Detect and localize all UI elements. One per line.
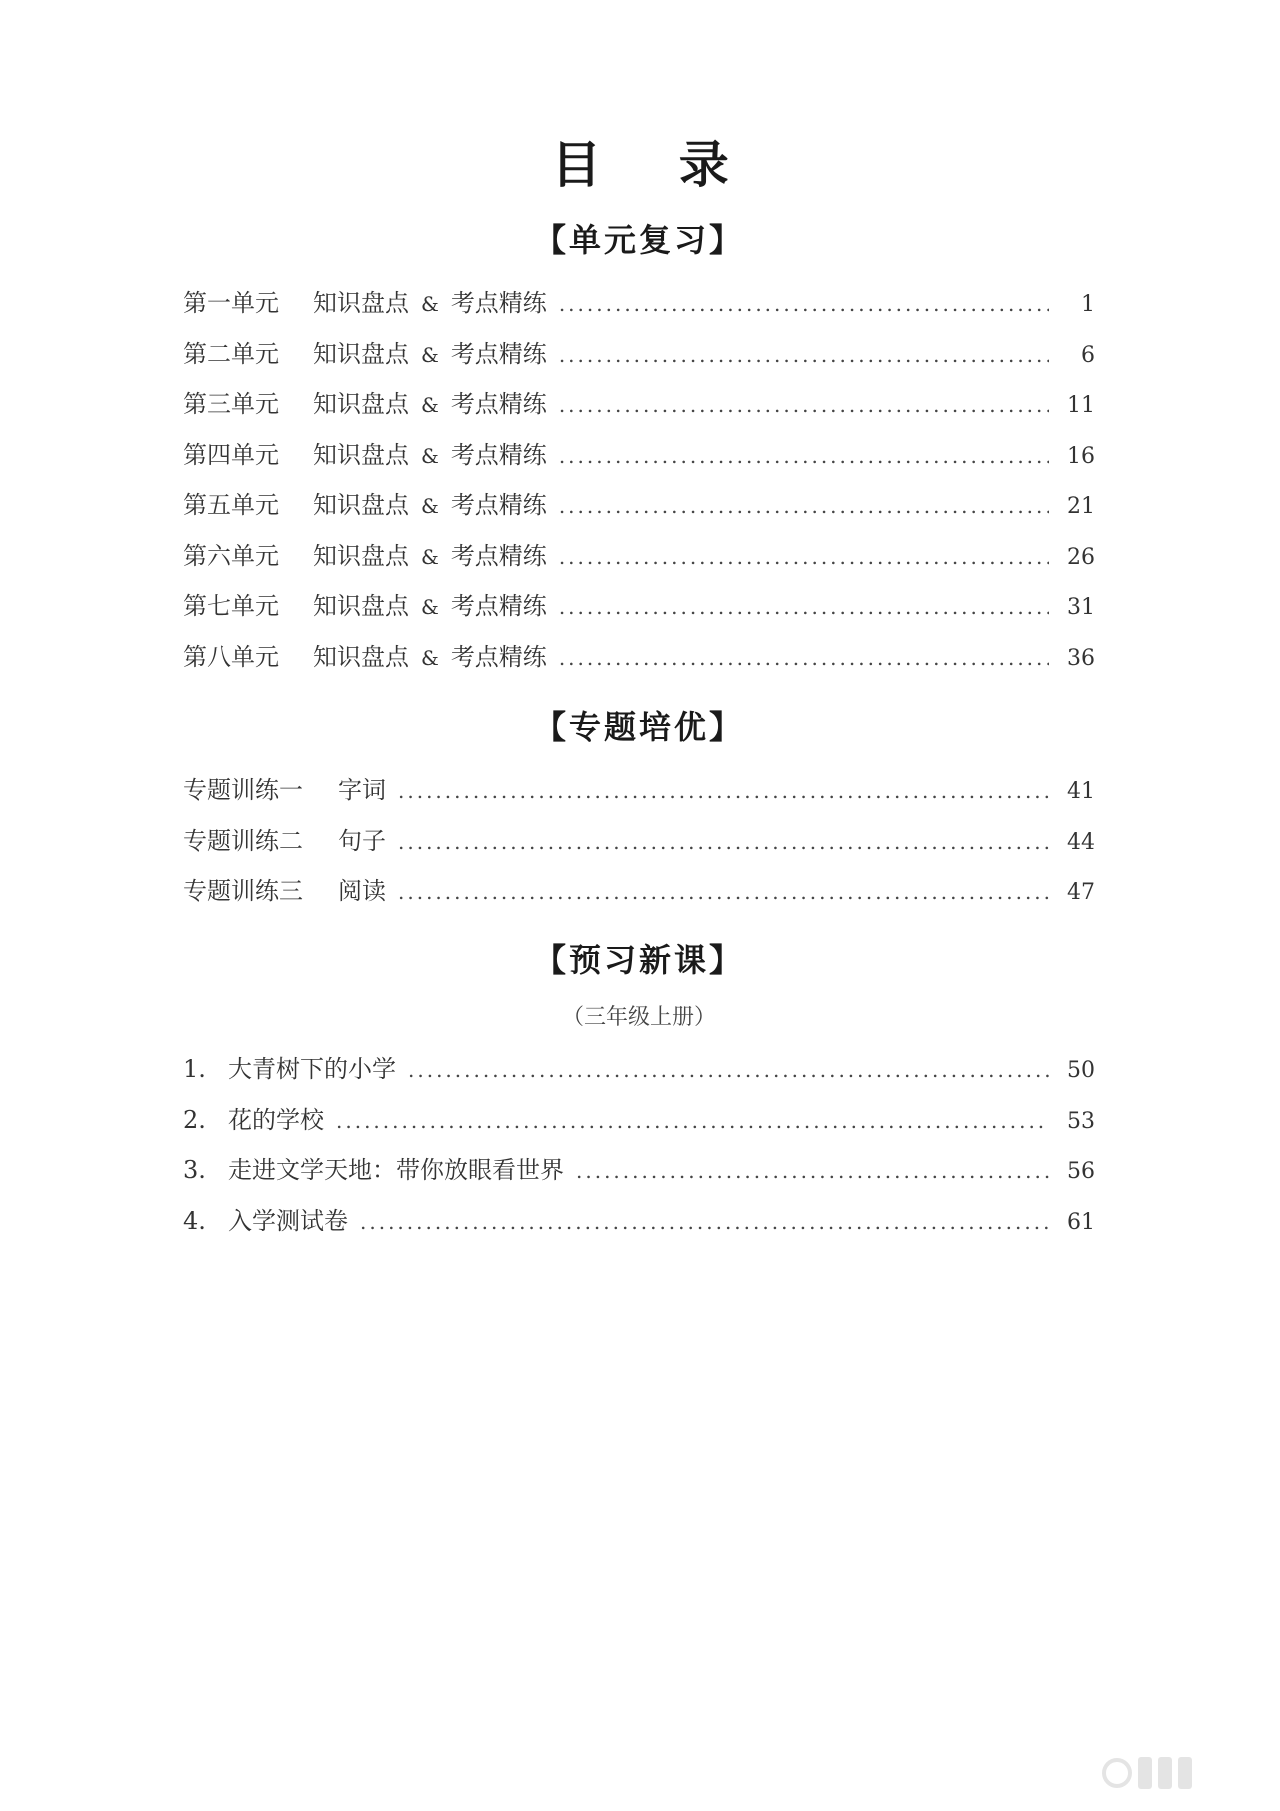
- toc-page-number: 11: [1067, 393, 1095, 418]
- toc-page-number: 50: [1067, 1058, 1095, 1083]
- dot-leader: [559, 380, 1049, 431]
- toc-page-number: 1: [1081, 292, 1095, 317]
- toc-subtopic: 考点精练: [450, 541, 547, 570]
- toc-unit-label: 第三单元: [183, 390, 279, 418]
- toc-entry-unit-4[interactable]: [183, 430, 1095, 481]
- toc-unit-label: 第八单元: [183, 642, 279, 671]
- toc-page-number: 44: [1067, 829, 1095, 855]
- toc-item-number: 1.: [183, 1055, 206, 1083]
- toc-entry-unit-3[interactable]: [183, 379, 1095, 430]
- dot-leader: [559, 532, 1049, 583]
- toc-page-number: 61: [1067, 1209, 1095, 1235]
- toc-entry-unit-7[interactable]: [183, 581, 1095, 632]
- toc-entry-lesson-1[interactable]: [183, 1044, 1095, 1095]
- toc-unit-label: 第一单元: [183, 289, 279, 317]
- toc-entry-training-1[interactable]: [183, 765, 1095, 816]
- toc-topic: 知识盘点: [313, 390, 409, 418]
- toc-page-number: 31: [1067, 595, 1095, 620]
- toc-topic: 知识盘点: [313, 491, 409, 519]
- toc-entry-training-3[interactable]: [183, 866, 1095, 917]
- dot-leader: [408, 1045, 1049, 1096]
- dot-leader: [336, 1096, 1049, 1147]
- toc-entry-unit-2[interactable]: [183, 329, 1095, 380]
- toc-item-number: 2.: [183, 1105, 206, 1134]
- dot-leader: [398, 766, 1049, 817]
- toc-topic: 知识盘点: [313, 642, 409, 671]
- dot-leader: [398, 817, 1049, 868]
- toc-ampersand: &: [421, 342, 439, 367]
- toc-entry-unit-8[interactable]: [183, 632, 1095, 683]
- watermark-ring-icon: [1102, 1758, 1132, 1788]
- section-header-unit-review: 【单元复习】: [533, 221, 744, 259]
- watermark-bar-icon: [1158, 1757, 1172, 1789]
- toc-ampersand: &: [421, 645, 439, 670]
- toc-unit-label: 第四单元: [183, 440, 279, 469]
- toc-topic: 知识盘点: [313, 289, 409, 317]
- toc-title: 字词: [338, 776, 386, 804]
- toc-entry-unit-1[interactable]: [183, 278, 1095, 329]
- toc-training-label: 专题训练一: [183, 776, 303, 804]
- toc-ampersand: &: [421, 544, 439, 569]
- toc-page-number: 16: [1067, 443, 1095, 469]
- toc-entry-lesson-3[interactable]: [183, 1145, 1095, 1196]
- toc-entry-training-2[interactable]: [183, 816, 1095, 867]
- dot-leader: [576, 1146, 1049, 1197]
- watermark-bar-icon: [1138, 1757, 1152, 1789]
- toc-title: 大青树下的小学: [228, 1055, 396, 1083]
- toc-entry-lesson-2[interactable]: [183, 1095, 1095, 1146]
- dot-leader: [559, 633, 1049, 684]
- toc-training-label: 专题训练二: [183, 826, 303, 855]
- special-training-section: [183, 697, 1095, 917]
- section-header-preview: 【预习新课】: [533, 941, 744, 979]
- toc-subtopic: 考点精练: [450, 339, 547, 368]
- page-title: 目 录: [551, 136, 759, 194]
- toc-unit-label: 第七单元: [183, 592, 279, 620]
- dot-leader: [559, 481, 1049, 532]
- toc-entry-unit-6[interactable]: [183, 531, 1095, 582]
- dot-leader: [559, 431, 1049, 482]
- toc-page-number: 56: [1067, 1159, 1095, 1184]
- section-header-special-training: 【专题培优】: [533, 708, 744, 746]
- toc-subtopic: 考点精练: [450, 642, 547, 671]
- toc-item-number: 3.: [183, 1156, 206, 1184]
- toc-page-number: 21: [1067, 494, 1095, 519]
- toc-page-number: 26: [1067, 544, 1095, 570]
- toc-entry-unit-5[interactable]: [183, 480, 1095, 531]
- toc-subtopic: 考点精练: [450, 440, 547, 469]
- toc-ampersand: &: [421, 595, 439, 619]
- toc-unit-label: 第二单元: [183, 339, 279, 368]
- toc-unit-label: 第五单元: [183, 491, 279, 519]
- toc-topic: 知识盘点: [313, 339, 409, 368]
- toc-title: 阅读: [338, 877, 386, 905]
- toc-page-number: 53: [1067, 1108, 1095, 1134]
- preview-section: [183, 930, 1095, 1246]
- toc-ampersand: &: [421, 292, 439, 316]
- toc-topic: 知识盘点: [313, 541, 409, 570]
- toc-subtopic: 考点精练: [450, 592, 547, 620]
- toc-page-number: 47: [1067, 880, 1095, 905]
- dot-leader: [360, 1197, 1049, 1248]
- dot-leader: [559, 330, 1049, 381]
- toc-ampersand: &: [421, 393, 439, 417]
- dot-leader: [559, 279, 1049, 330]
- toc-ampersand: &: [421, 494, 439, 518]
- toc-ampersand: &: [421, 443, 439, 468]
- toc-page-number: 6: [1081, 342, 1095, 368]
- toc-item-number: 4.: [183, 1206, 206, 1235]
- toc-training-label: 专题训练三: [183, 877, 303, 905]
- toc-subtopic: 考点精练: [450, 491, 547, 519]
- dot-leader: [398, 867, 1049, 918]
- toc-topic: 知识盘点: [313, 440, 409, 469]
- toc-title: 走进文学天地：带你放眼看世界: [228, 1156, 564, 1184]
- grade-subheader: （三年级上册）: [561, 1005, 716, 1030]
- unit-review-section: [183, 210, 1095, 682]
- watermark-bar-icon: [1178, 1757, 1192, 1789]
- toc-title: 句子: [338, 826, 386, 855]
- toc-title: 花的学校: [228, 1105, 324, 1134]
- dot-leader: [559, 582, 1049, 633]
- toc-page-number: 41: [1067, 779, 1095, 804]
- toc-topic: 知识盘点: [313, 592, 409, 620]
- toc-subtopic: 考点精练: [450, 390, 547, 418]
- watermark-logo: [1102, 1753, 1252, 1793]
- toc-subtopic: 考点精练: [450, 289, 547, 317]
- toc-entry-lesson-4[interactable]: [183, 1196, 1095, 1247]
- toc-page-number: 36: [1067, 645, 1095, 671]
- toc-title: 入学测试卷: [228, 1206, 348, 1235]
- toc-unit-label: 第六单元: [183, 541, 279, 570]
